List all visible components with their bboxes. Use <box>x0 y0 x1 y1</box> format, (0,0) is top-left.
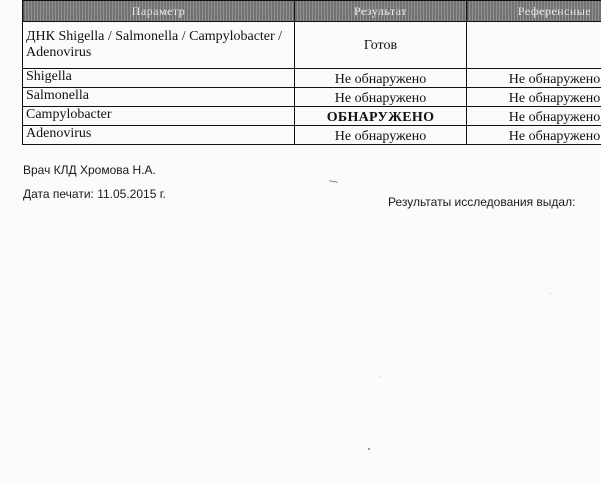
header-reference: Референсные <box>467 1 601 22</box>
print-date: Дата печати: 11.05.2015 г. <box>23 187 166 201</box>
table-row <box>23 107 601 126</box>
table-header-row <box>23 1 601 22</box>
header-result: Результат <box>295 1 467 22</box>
scan-speck <box>380 376 381 377</box>
table-row <box>23 126 601 145</box>
results-table <box>22 0 601 145</box>
scan-speck <box>550 293 551 294</box>
reference-cell: Не обнаружено <box>467 69 601 88</box>
parameter-cell: Adenovirus <box>23 126 295 145</box>
reference-cell: Не обнаружено <box>467 126 601 145</box>
scan-speck <box>368 448 370 450</box>
parameter-cell: Salmonella <box>23 88 295 107</box>
issued-by-label: Результаты исследования выдал: <box>388 195 576 209</box>
reference-cell: Не обнаружено <box>467 107 601 126</box>
result-cell: Не обнаружено <box>295 88 467 107</box>
parameter-cell: ДНК Shigella / Salmonella / Campylobacter / Adenovirus <box>23 22 295 69</box>
doctor-signature-line: Врач КЛД Хромова Н.А. <box>23 163 156 177</box>
table-row <box>23 22 601 69</box>
table-row <box>23 69 601 88</box>
result-cell: Не обнаружено <box>295 126 467 145</box>
result-cell: Не обнаружено <box>295 69 467 88</box>
header-parameter: Параметр <box>23 1 295 22</box>
scan-speck <box>329 180 338 183</box>
result-cell: Готов <box>295 22 467 69</box>
reference-cell <box>467 22 601 69</box>
reference-cell: Не обнаружено <box>467 88 601 107</box>
parameter-cell: Campylobacter <box>23 107 295 126</box>
parameter-cell: Shigella <box>23 69 295 88</box>
result-cell-positive: ОБНАРУЖЕНО <box>295 107 467 126</box>
table-row <box>23 88 601 107</box>
